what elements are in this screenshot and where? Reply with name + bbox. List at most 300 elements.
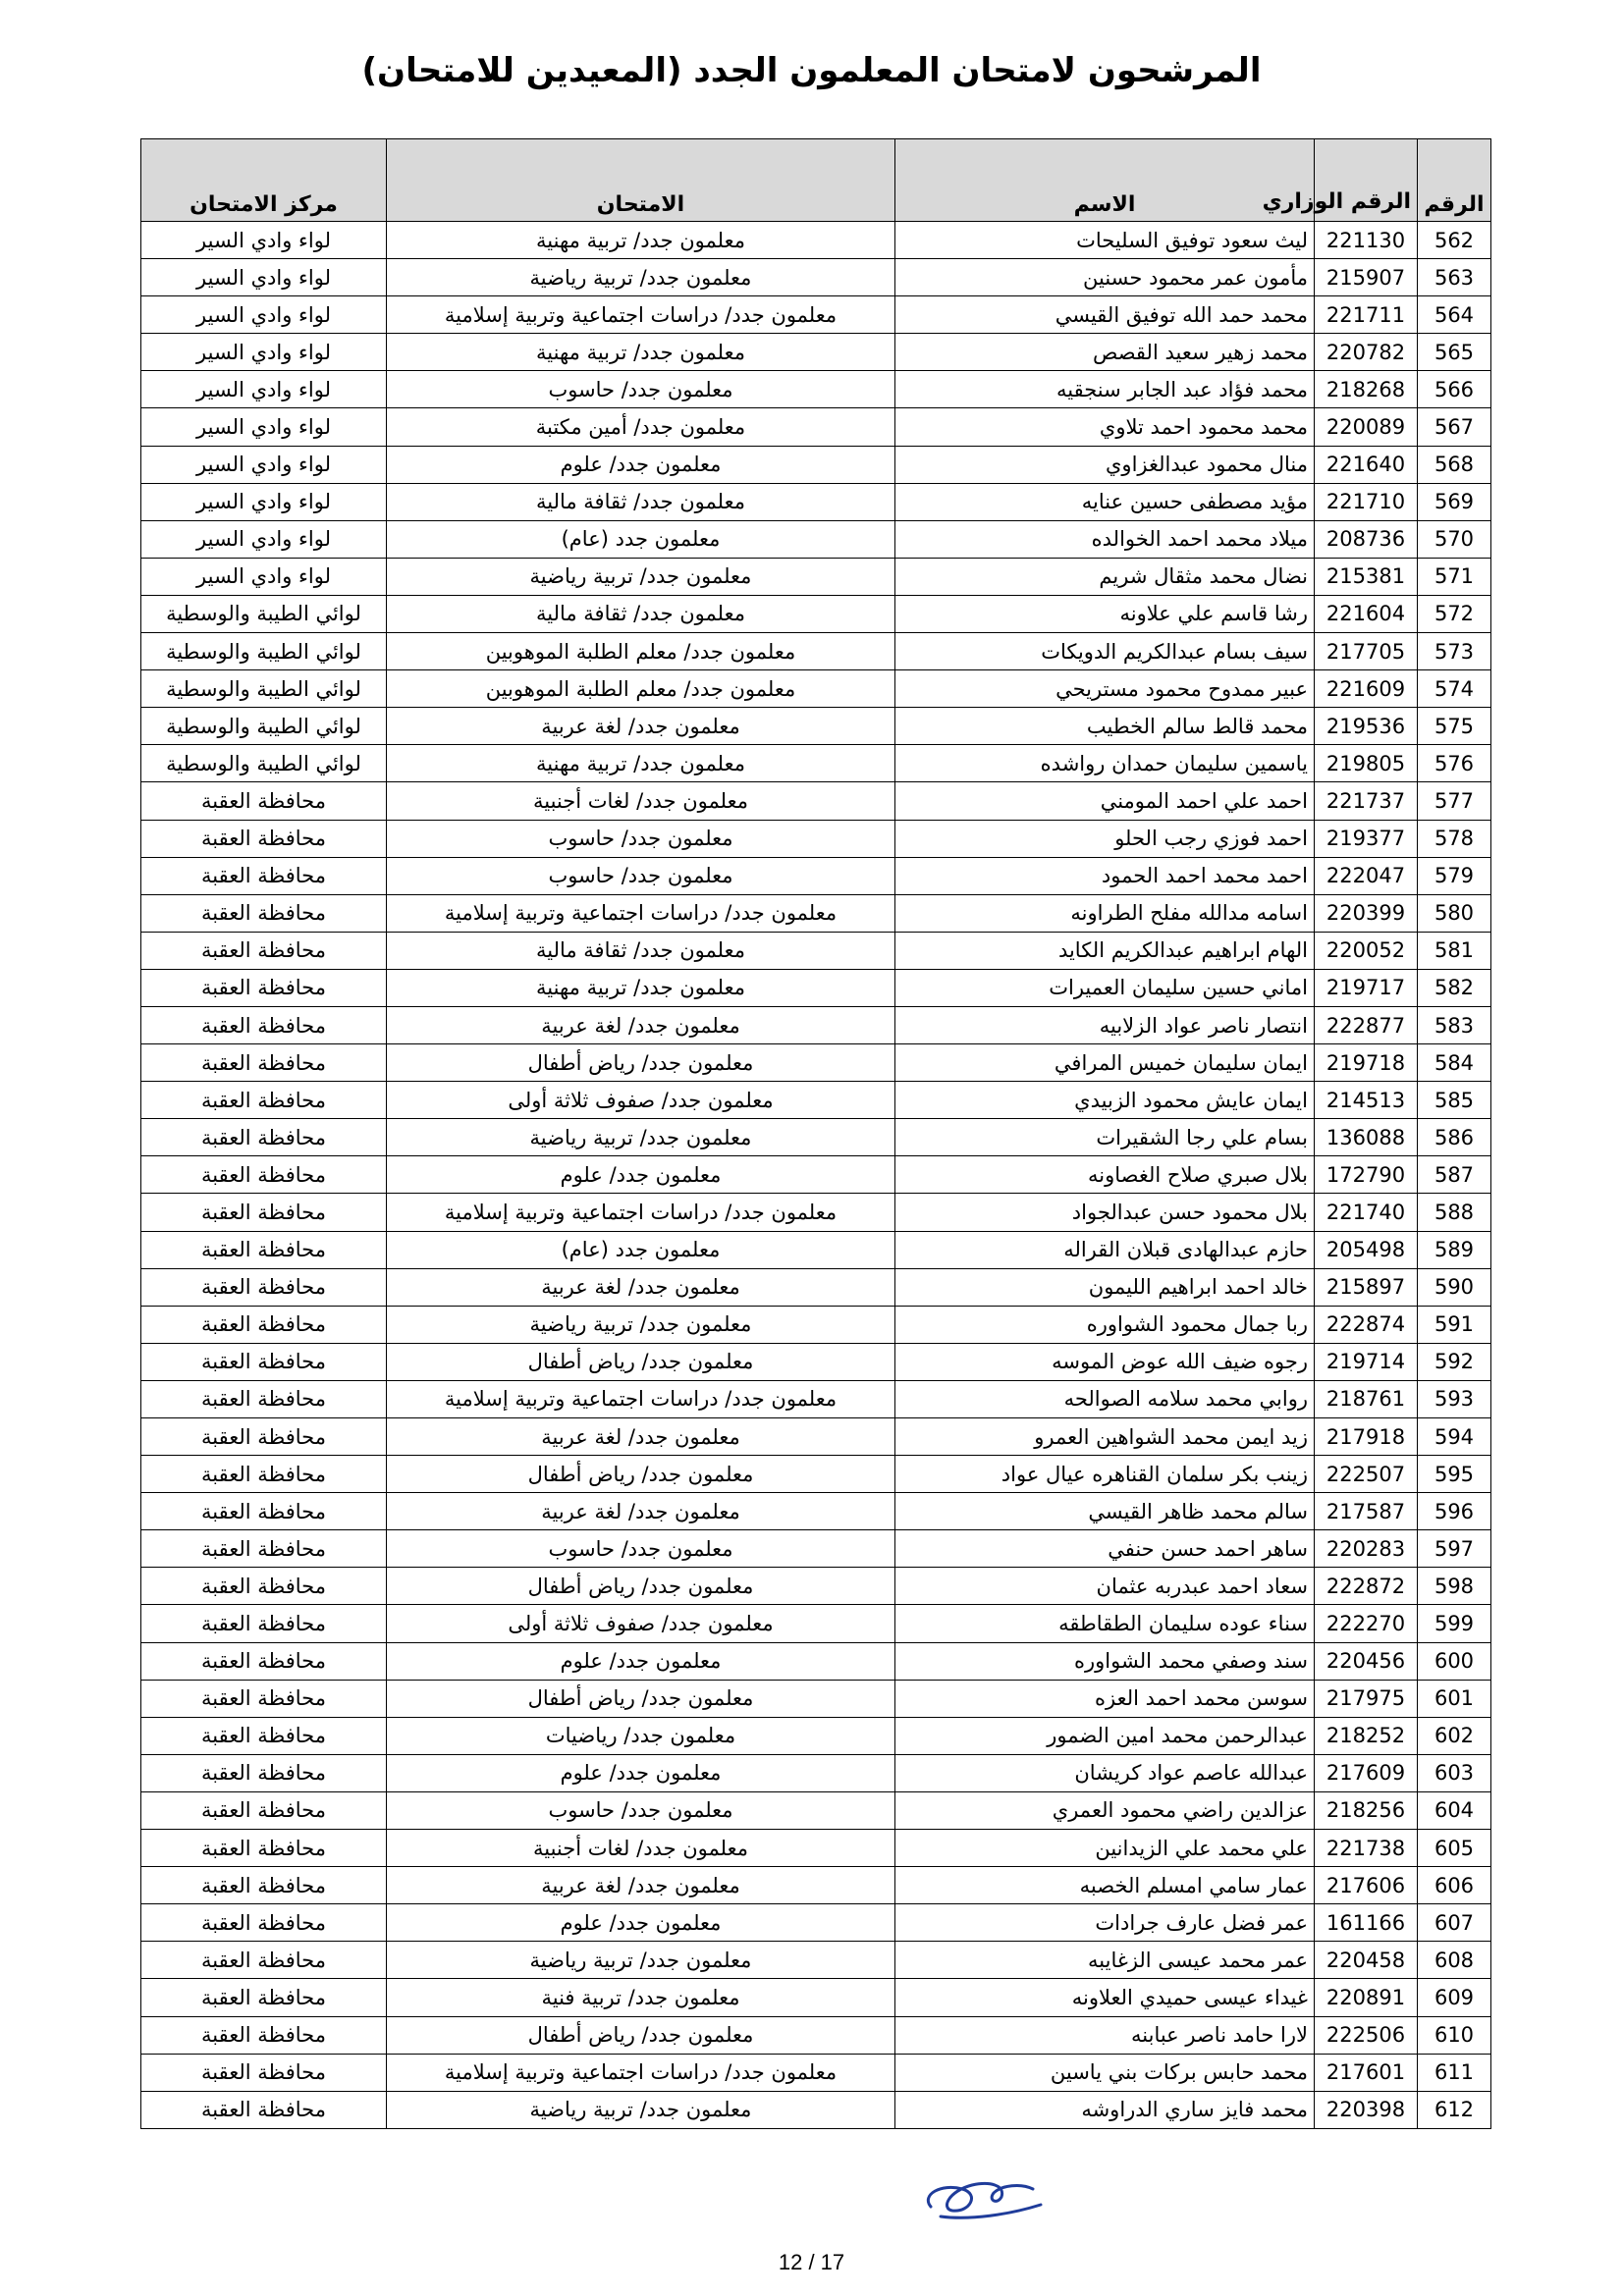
cell-ministry-number: 222874 xyxy=(1315,1306,1418,1343)
cell-ministry-number: 220052 xyxy=(1315,932,1418,969)
cell-number: 603 xyxy=(1418,1754,1491,1791)
cell-name: عزالدين راضي محمود العمري xyxy=(895,1791,1315,1829)
cell-number: 595 xyxy=(1418,1456,1491,1493)
table-row xyxy=(141,1268,1491,1306)
cell-exam: معلمون جدد/ حاسوب xyxy=(387,820,895,857)
cell-number: 598 xyxy=(1418,1568,1491,1605)
cell-name: محمد قالط سالم الخطيب xyxy=(895,708,1315,745)
cell-number: 608 xyxy=(1418,1942,1491,1979)
cell-name: عبير ممدوح محمود مستريحي xyxy=(895,670,1315,708)
table-row xyxy=(141,1530,1491,1568)
cell-ministry-number: 221609 xyxy=(1315,670,1418,708)
cell-ministry-number: 215907 xyxy=(1315,259,1418,296)
table-row xyxy=(141,1006,1491,1043)
table-row xyxy=(141,1568,1491,1605)
cell-exam: معلمون جدد/ تربية مهنية xyxy=(387,745,895,782)
cell-number: 582 xyxy=(1418,969,1491,1006)
cell-name: محمد حمد الله توفيق القيسي xyxy=(895,296,1315,334)
cell-exam-center: محافظة العقبة xyxy=(141,1568,387,1605)
cell-ministry-number: 221604 xyxy=(1315,595,1418,632)
table-row xyxy=(141,1904,1491,1942)
table-row xyxy=(141,1754,1491,1791)
cell-ministry-number: 222270 xyxy=(1315,1605,1418,1642)
candidates-table xyxy=(140,138,1491,2129)
cell-exam: معلمون جدد/ ثقافة مالية xyxy=(387,595,895,632)
cell-exam-center: محافظة العقبة xyxy=(141,1754,387,1791)
table-row xyxy=(141,1044,1491,1082)
cell-exam-center: محافظة العقبة xyxy=(141,1156,387,1194)
cell-ministry-number: 220456 xyxy=(1315,1642,1418,1680)
cell-number: 606 xyxy=(1418,1867,1491,1904)
cell-number: 562 xyxy=(1418,222,1491,259)
cell-name: ياسمين سليمان حمدان رواشده xyxy=(895,745,1315,782)
cell-exam-center: لوائي الطيبة والوسطية xyxy=(141,633,387,670)
cell-name: عبدالرحمن محمد امين الضمور xyxy=(895,1717,1315,1754)
cell-name: الهام ابراهيم عبدالكريم الكايد xyxy=(895,932,1315,969)
cell-ministry-number: 220089 xyxy=(1315,408,1418,446)
cell-name: سند وصفي محمد الشواوره xyxy=(895,1642,1315,1680)
cell-ministry-number: 219536 xyxy=(1315,708,1418,745)
table-row xyxy=(141,334,1491,371)
cell-ministry-number: 215897 xyxy=(1315,1268,1418,1306)
cell-exam: معلمون جدد/ تربية رياضية xyxy=(387,1942,895,1979)
cell-name: غيداء عيسى حميدي العلاونه xyxy=(895,1979,1315,2016)
cell-ministry-number: 219805 xyxy=(1315,745,1418,782)
cell-exam: معلمون جدد/ صفوف ثلاثة أولى xyxy=(387,1605,895,1642)
cell-name: ربا جمال محمود الشواوره xyxy=(895,1306,1315,1343)
table-row xyxy=(141,408,1491,446)
cell-ministry-number: 221711 xyxy=(1315,296,1418,334)
cell-exam: معلمون جدد/ صفوف ثلاثة أولى xyxy=(387,1082,895,1119)
cell-exam-center: محافظة العقبة xyxy=(141,1642,387,1680)
cell-number: 563 xyxy=(1418,259,1491,296)
cell-ministry-number: 218256 xyxy=(1315,1791,1418,1829)
cell-exam: معلمون جدد/ تربية رياضية xyxy=(387,1119,895,1156)
cell-name: رجوه ضيف الله عوض الموسه xyxy=(895,1343,1315,1380)
cell-name: حازم عبدالهادى قبلان القراله xyxy=(895,1231,1315,1268)
cell-name: بلال صبري صلاح الغصاونه xyxy=(895,1156,1315,1194)
cell-number: 597 xyxy=(1418,1530,1491,1568)
cell-exam-center: لواء وادي السير xyxy=(141,222,387,259)
table-row xyxy=(141,708,1491,745)
cell-number: 564 xyxy=(1418,296,1491,334)
cell-exam-center: محافظة العقبة xyxy=(141,2016,387,2054)
cell-exam-center: محافظة العقبة xyxy=(141,1830,387,1867)
cell-number: 611 xyxy=(1418,2054,1491,2091)
cell-exam: معلمون جدد/ دراسات اجتماعية وتربية إسلامية xyxy=(387,2054,895,2091)
cell-ministry-number: 217601 xyxy=(1315,2054,1418,2091)
cell-exam: معلمون جدد (عام) xyxy=(387,520,895,558)
cell-ministry-number: 217705 xyxy=(1315,633,1418,670)
cell-exam: معلمون جدد/ تربية مهنية xyxy=(387,969,895,1006)
table-row xyxy=(141,1867,1491,1904)
cell-name: احمد علي احمد المومني xyxy=(895,782,1315,820)
cell-number: 602 xyxy=(1418,1717,1491,1754)
table-row xyxy=(141,558,1491,595)
cell-number: 605 xyxy=(1418,1830,1491,1867)
table-row xyxy=(141,1380,1491,1417)
table-row xyxy=(141,745,1491,782)
cell-exam: معلمون جدد/ لغة عربية xyxy=(387,1867,895,1904)
cell-name: عمار سامي امسلم الخصبه xyxy=(895,1867,1315,1904)
cell-ministry-number: 221640 xyxy=(1315,446,1418,483)
cell-exam: معلمون جدد/ ثقافة مالية xyxy=(387,483,895,520)
cell-exam: معلمون جدد/ حاسوب xyxy=(387,857,895,894)
table-row xyxy=(141,1830,1491,1867)
table-row xyxy=(141,670,1491,708)
cell-name: عمر محمد عيسى الزغايبه xyxy=(895,1942,1315,1979)
cell-exam: معلمون جدد/ علوم xyxy=(387,1754,895,1791)
table-row xyxy=(141,894,1491,932)
cell-exam-center: محافظة العقبة xyxy=(141,1380,387,1417)
cell-number: 581 xyxy=(1418,932,1491,969)
cell-ministry-number: 136088 xyxy=(1315,1119,1418,1156)
cell-exam-center: محافظة العقبة xyxy=(141,1680,387,1717)
cell-name: زيد ايمن محمد الشواهين العمرو xyxy=(895,1418,1315,1456)
cell-exam-center: محافظة العقبة xyxy=(141,1979,387,2016)
cell-exam-center: محافظة العقبة xyxy=(141,1194,387,1231)
cell-ministry-number: 217609 xyxy=(1315,1754,1418,1791)
cell-ministry-number: 219718 xyxy=(1315,1044,1418,1082)
cell-number: 590 xyxy=(1418,1268,1491,1306)
cell-ministry-number: 218268 xyxy=(1315,371,1418,408)
cell-exam: معلمون جدد/ لغات أجنبية xyxy=(387,782,895,820)
cell-name: ليث سعود توفيق السليحات xyxy=(895,222,1315,259)
table-row xyxy=(141,1642,1491,1680)
cell-ministry-number: 217587 xyxy=(1315,1493,1418,1530)
cell-exam-center: محافظة العقبة xyxy=(141,1530,387,1568)
cell-number: 592 xyxy=(1418,1343,1491,1380)
cell-number: 583 xyxy=(1418,1006,1491,1043)
cell-exam-center: لوائي الطيبة والوسطية xyxy=(141,708,387,745)
cell-number: 575 xyxy=(1418,708,1491,745)
cell-name: محمد فؤاد عبد الجابر سنجقيه xyxy=(895,371,1315,408)
cell-exam-center: محافظة العقبة xyxy=(141,1605,387,1642)
cell-exam-center: محافظة العقبة xyxy=(141,857,387,894)
cell-exam-center: محافظة العقبة xyxy=(141,782,387,820)
cell-ministry-number: 220782 xyxy=(1315,334,1418,371)
table-row xyxy=(141,782,1491,820)
cell-exam-center: لواء وادي السير xyxy=(141,259,387,296)
cell-ministry-number: 222506 xyxy=(1315,2016,1418,2054)
cell-exam: معلمون جدد/ علوم xyxy=(387,1156,895,1194)
table-row xyxy=(141,1231,1491,1268)
table-row xyxy=(141,1306,1491,1343)
cell-ministry-number: 220398 xyxy=(1315,2091,1418,2128)
table-row xyxy=(141,595,1491,632)
cell-exam-center: محافظة العقبة xyxy=(141,1006,387,1043)
cell-number: 580 xyxy=(1418,894,1491,932)
cell-exam-center: لواء وادي السير xyxy=(141,296,387,334)
cell-number: 571 xyxy=(1418,558,1491,595)
cell-exam: معلمون جدد/ رياض أطفال xyxy=(387,1456,895,1493)
cell-exam-center: لواء وادي السير xyxy=(141,558,387,595)
cell-exam: معلمون جدد/ رياض أطفال xyxy=(387,1568,895,1605)
cell-exam-center: لوائي الطيبة والوسطية xyxy=(141,745,387,782)
table-row xyxy=(141,857,1491,894)
column-header-exam: الامتحان xyxy=(387,139,895,222)
cell-exam-center: محافظة العقبة xyxy=(141,1791,387,1829)
cell-exam-center: محافظة العقبة xyxy=(141,1942,387,1979)
table-row xyxy=(141,446,1491,483)
cell-exam: معلمون جدد/ ثقافة مالية xyxy=(387,932,895,969)
cell-exam-center: محافظة العقبة xyxy=(141,1904,387,1942)
cell-number: 584 xyxy=(1418,1044,1491,1082)
cell-ministry-number: 214513 xyxy=(1315,1082,1418,1119)
column-header-name: الاسم xyxy=(895,139,1315,222)
cell-number: 594 xyxy=(1418,1418,1491,1456)
table-row xyxy=(141,2016,1491,2054)
table-row xyxy=(141,932,1491,969)
cell-exam-center: محافظة العقبة xyxy=(141,1231,387,1268)
cell-ministry-number: 221130 xyxy=(1315,222,1418,259)
cell-exam-center: محافظة العقبة xyxy=(141,820,387,857)
cell-name: محمد زهير سعيد القصص xyxy=(895,334,1315,371)
cell-name: علي محمد علي الزيدانين xyxy=(895,1830,1315,1867)
cell-ministry-number: 172790 xyxy=(1315,1156,1418,1194)
cell-ministry-number: 215381 xyxy=(1315,558,1418,595)
cell-number: 612 xyxy=(1418,2091,1491,2128)
cell-number: 569 xyxy=(1418,483,1491,520)
cell-name: ميلاد محمد احمد الخوالده xyxy=(895,520,1315,558)
cell-exam-center: محافظة العقبة xyxy=(141,932,387,969)
cell-name: سوسن محمد احمد العزه xyxy=(895,1680,1315,1717)
cell-number: 588 xyxy=(1418,1194,1491,1231)
cell-name: مؤيد مصطفى حسين عنايه xyxy=(895,483,1315,520)
cell-name: محمد حابس بركات بني ياسين xyxy=(895,2054,1315,2091)
cell-number: 609 xyxy=(1418,1979,1491,2016)
cell-number: 567 xyxy=(1418,408,1491,446)
table-row xyxy=(141,969,1491,1006)
cell-number: 596 xyxy=(1418,1493,1491,1530)
cell-exam: معلمون جدد/ علوم xyxy=(387,446,895,483)
cell-exam: معلمون جدد/ تربية مهنية xyxy=(387,334,895,371)
cell-exam: معلمون جدد/ لغة عربية xyxy=(387,1493,895,1530)
cell-name: اماني حسين سليمان العميرات xyxy=(895,969,1315,1006)
table-row xyxy=(141,1942,1491,1979)
cell-number: 585 xyxy=(1418,1082,1491,1119)
cell-name: محمد محمود احمد تلاوي xyxy=(895,408,1315,446)
cell-name: لارا حامد ناصر عبابنه xyxy=(895,2016,1315,2054)
cell-exam: معلمون جدد/ معلم الطلبة الموهوبين xyxy=(387,633,895,670)
table-row xyxy=(141,1979,1491,2016)
cell-number: 573 xyxy=(1418,633,1491,670)
cell-name: سالم محمد ظاهر القيسي xyxy=(895,1493,1315,1530)
cell-ministry-number: 220458 xyxy=(1315,1942,1418,1979)
signature-icon xyxy=(911,2156,1058,2234)
cell-exam-center: لواء وادي السير xyxy=(141,334,387,371)
cell-exam: معلمون جدد (عام) xyxy=(387,1231,895,1268)
column-header-ministry-number: الرقم الوزاري xyxy=(1315,139,1418,222)
column-header-number: الرقم xyxy=(1418,139,1491,222)
table-row xyxy=(141,633,1491,670)
cell-ministry-number: 161166 xyxy=(1315,1904,1418,1942)
cell-exam: معلمون جدد/ دراسات اجتماعية وتربية إسلامية xyxy=(387,1194,895,1231)
cell-number: 593 xyxy=(1418,1380,1491,1417)
cell-ministry-number: 217918 xyxy=(1315,1418,1418,1456)
cell-ministry-number: 218761 xyxy=(1315,1380,1418,1417)
cell-exam: معلمون جدد/ علوم xyxy=(387,1642,895,1680)
cell-number: 577 xyxy=(1418,782,1491,820)
cell-exam-center: محافظة العقبة xyxy=(141,1456,387,1493)
cell-number: 572 xyxy=(1418,595,1491,632)
cell-number: 587 xyxy=(1418,1156,1491,1194)
cell-exam: معلمون جدد/ لغات أجنبية xyxy=(387,1830,895,1867)
cell-exam-center: لواء وادي السير xyxy=(141,483,387,520)
cell-exam-center: لوائي الطيبة والوسطية xyxy=(141,670,387,708)
cell-number: 610 xyxy=(1418,2016,1491,2054)
cell-name: بسام علي رجا الشقيرات xyxy=(895,1119,1315,1156)
table-row xyxy=(141,1194,1491,1231)
cell-name: نضال محمد مثقال شريم xyxy=(895,558,1315,595)
cell-exam: معلمون جدد/ رياضيات xyxy=(387,1717,895,1754)
table-row xyxy=(141,1680,1491,1717)
cell-exam: معلمون جدد/ لغة عربية xyxy=(387,1268,895,1306)
cell-exam-center: محافظة العقبة xyxy=(141,1268,387,1306)
cell-exam-center: محافظة العقبة xyxy=(141,1493,387,1530)
cell-number: 578 xyxy=(1418,820,1491,857)
cell-exam: معلمون جدد/ رياض أطفال xyxy=(387,1044,895,1082)
cell-name: احمد فوزي رجب الحلو xyxy=(895,820,1315,857)
cell-exam: معلمون جدد/ حاسوب xyxy=(387,1791,895,1829)
table-row xyxy=(141,1791,1491,1829)
cell-number: 591 xyxy=(1418,1306,1491,1343)
cell-exam: معلمون جدد/ دراسات اجتماعية وتربية إسلامية xyxy=(387,296,895,334)
table-row xyxy=(141,1605,1491,1642)
cell-exam: معلمون جدد/ تربية فنية xyxy=(387,1979,895,2016)
cell-exam-center: محافظة العقبة xyxy=(141,1306,387,1343)
cell-ministry-number: 221740 xyxy=(1315,1194,1418,1231)
cell-exam: معلمون جدد/ تربية مهنية xyxy=(387,222,895,259)
cell-name: سيف بسام عبدالكريم الدويكات xyxy=(895,633,1315,670)
table-row xyxy=(141,1493,1491,1530)
cell-name: خالد احمد ابراهيم الليمون xyxy=(895,1268,1315,1306)
table-row xyxy=(141,1456,1491,1493)
cell-number: 576 xyxy=(1418,745,1491,782)
cell-exam-center: لواء وادي السير xyxy=(141,446,387,483)
table-row xyxy=(141,1119,1491,1156)
cell-name: انتصار ناصر عواد الزلابيه xyxy=(895,1006,1315,1043)
table-row xyxy=(141,1717,1491,1754)
cell-exam-center: محافظة العقبة xyxy=(141,1717,387,1754)
cell-name: بلال محمود حسن عبدالجواد xyxy=(895,1194,1315,1231)
cell-number: 570 xyxy=(1418,520,1491,558)
cell-exam-center: لواء وادي السير xyxy=(141,371,387,408)
cell-name: منال محمود عبدالغزاوي xyxy=(895,446,1315,483)
table-row xyxy=(141,520,1491,558)
cell-exam: معلمون جدد/ رياض أطفال xyxy=(387,2016,895,2054)
cell-exam: معلمون جدد/ تربية رياضية xyxy=(387,1306,895,1343)
cell-exam-center: محافظة العقبة xyxy=(141,1082,387,1119)
cell-name: رشا قاسم علي علاونه xyxy=(895,595,1315,632)
cell-exam: معلمون جدد/ أمين مكتبة xyxy=(387,408,895,446)
cell-name: عبدالله عاصم عواد كريشان xyxy=(895,1754,1315,1791)
cell-exam: معلمون جدد/ لغة عربية xyxy=(387,708,895,745)
table-row xyxy=(141,1082,1491,1119)
cell-name: محمد فايز ساري الدراوشه xyxy=(895,2091,1315,2128)
cell-number: 579 xyxy=(1418,857,1491,894)
cell-number: 600 xyxy=(1418,1642,1491,1680)
cell-ministry-number: 217975 xyxy=(1315,1680,1418,1717)
cell-exam-center: محافظة العقبة xyxy=(141,969,387,1006)
cell-name: احمد محمد احمد الحمود xyxy=(895,857,1315,894)
table-row xyxy=(141,259,1491,296)
cell-exam-center: محافظة العقبة xyxy=(141,2091,387,2128)
cell-ministry-number: 220399 xyxy=(1315,894,1418,932)
cell-number: 574 xyxy=(1418,670,1491,708)
cell-exam-center: محافظة العقبة xyxy=(141,1343,387,1380)
cell-number: 599 xyxy=(1418,1605,1491,1642)
column-header-exam-center: مركز الامتحان xyxy=(141,139,387,222)
cell-name: سناء عوده سليمان الطقاطقه xyxy=(895,1605,1315,1642)
table-row xyxy=(141,1156,1491,1194)
cell-number: 604 xyxy=(1418,1791,1491,1829)
table-row xyxy=(141,2091,1491,2128)
table-row xyxy=(141,1418,1491,1456)
cell-number: 568 xyxy=(1418,446,1491,483)
cell-exam: معلمون جدد/ علوم xyxy=(387,1904,895,1942)
cell-ministry-number: 219714 xyxy=(1315,1343,1418,1380)
cell-exam-center: لواء وادي السير xyxy=(141,520,387,558)
cell-exam-center: محافظة العقبة xyxy=(141,2054,387,2091)
cell-exam: معلمون جدد/ دراسات اجتماعية وتربية إسلامية xyxy=(387,1380,895,1417)
table-row xyxy=(141,1343,1491,1380)
cell-name: عمر فضل عارف جرادات xyxy=(895,1904,1315,1942)
cell-exam: معلمون جدد/ دراسات اجتماعية وتربية إسلامية xyxy=(387,894,895,932)
cell-exam-center: محافظة العقبة xyxy=(141,1119,387,1156)
cell-exam-center: محافظة العقبة xyxy=(141,1867,387,1904)
cell-name: روابي محمد سلامه الصوالحه xyxy=(895,1380,1315,1417)
table-row xyxy=(141,371,1491,408)
cell-ministry-number: 205498 xyxy=(1315,1231,1418,1268)
cell-name: سعاد احمد عبدربه عثمان xyxy=(895,1568,1315,1605)
cell-ministry-number: 222047 xyxy=(1315,857,1418,894)
cell-exam: معلمون جدد/ تربية رياضية xyxy=(387,2091,895,2128)
cell-number: 607 xyxy=(1418,1904,1491,1942)
cell-name: زينب بكر سلمان القناهره عيال عواد xyxy=(895,1456,1315,1493)
cell-exam-center: لوائي الطيبة والوسطية xyxy=(141,595,387,632)
table-row xyxy=(141,483,1491,520)
cell-number: 566 xyxy=(1418,371,1491,408)
cell-exam: معلمون جدد/ لغة عربية xyxy=(387,1418,895,1456)
cell-exam: معلمون جدد/ حاسوب xyxy=(387,1530,895,1568)
table-row xyxy=(141,222,1491,259)
cell-ministry-number: 222872 xyxy=(1315,1568,1418,1605)
cell-exam: معلمون جدد/ تربية رياضية xyxy=(387,558,895,595)
cell-ministry-number: 222877 xyxy=(1315,1006,1418,1043)
cell-ministry-number: 208736 xyxy=(1315,520,1418,558)
cell-ministry-number: 219717 xyxy=(1315,969,1418,1006)
cell-exam: معلمون جدد/ رياض أطفال xyxy=(387,1343,895,1380)
cell-exam-center: محافظة العقبة xyxy=(141,1418,387,1456)
cell-number: 565 xyxy=(1418,334,1491,371)
cell-exam: معلمون جدد/ حاسوب xyxy=(387,371,895,408)
cell-exam: معلمون جدد/ معلم الطلبة الموهوبين xyxy=(387,670,895,708)
cell-exam: معلمون جدد/ لغة عربية xyxy=(387,1006,895,1043)
table-row xyxy=(141,296,1491,334)
table-row xyxy=(141,820,1491,857)
cell-exam-center: محافظة العقبة xyxy=(141,1044,387,1082)
cell-name: ايمان عايش محمود الزبيدي xyxy=(895,1082,1315,1119)
cell-number: 586 xyxy=(1418,1119,1491,1156)
cell-exam: معلمون جدد/ تربية رياضية xyxy=(387,259,895,296)
cell-ministry-number: 221738 xyxy=(1315,1830,1418,1867)
cell-ministry-number: 220283 xyxy=(1315,1530,1418,1568)
cell-ministry-number: 222507 xyxy=(1315,1456,1418,1493)
page-title: المرشحون لامتحان المعلمون الجدد (المعيدين للامتحان) xyxy=(361,51,1262,90)
cell-ministry-number: 220891 xyxy=(1315,1979,1418,2016)
cell-ministry-number: 221710 xyxy=(1315,483,1418,520)
